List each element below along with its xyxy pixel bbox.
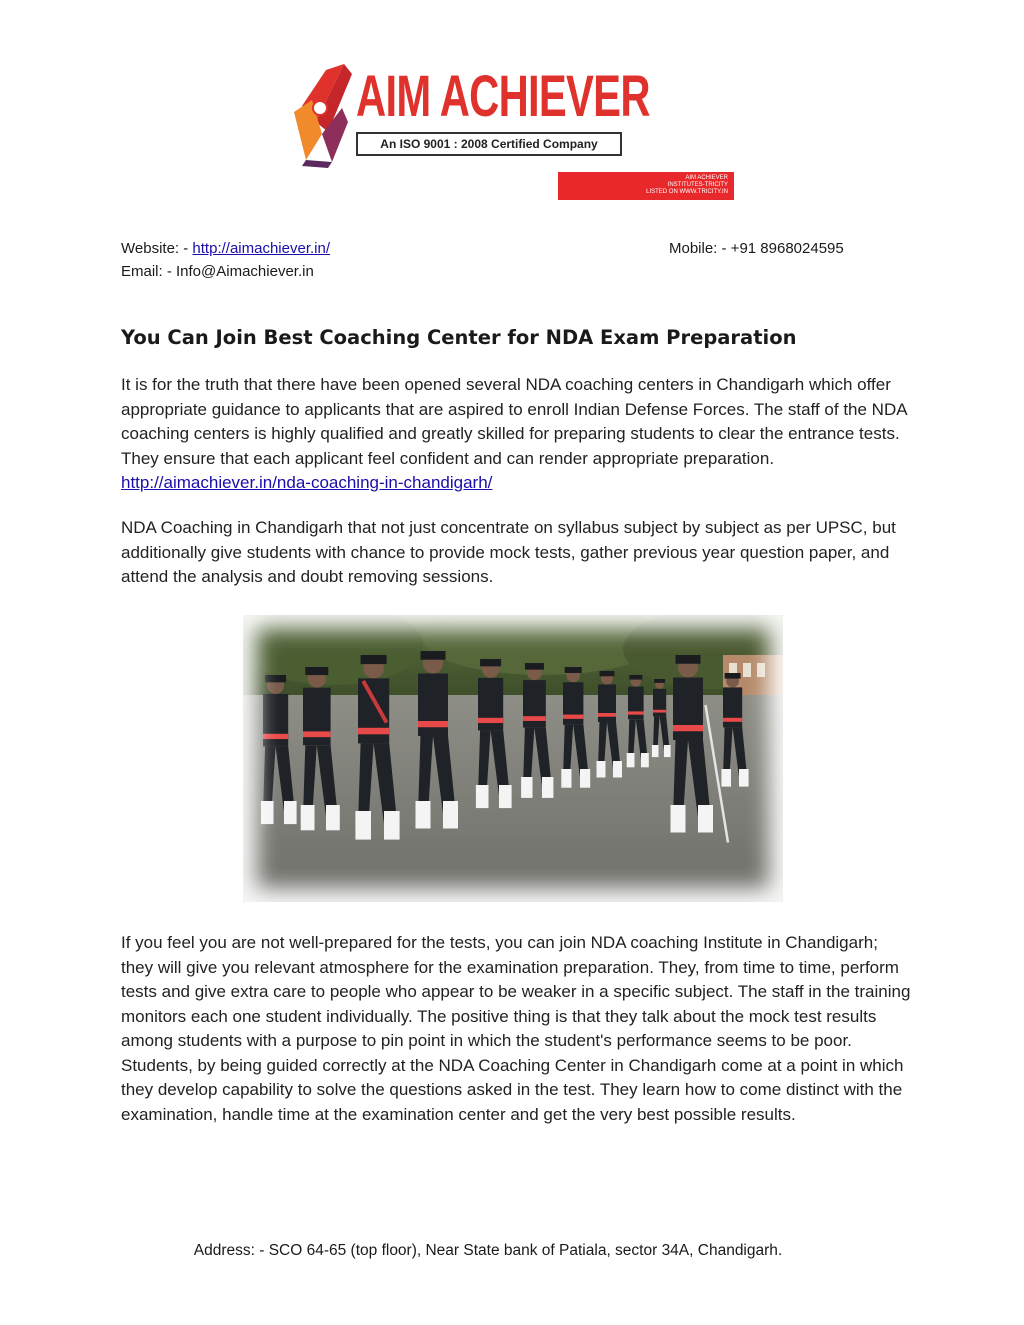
- nda-coaching-link[interactable]: http://aimachiever.in/nda-coaching-in-chandigarh/: [121, 473, 493, 492]
- footer-address: Address: - SCO 64-65 (top floor), Near State bank of Patiala, sector 34A, Chandigarh.: [193, 1242, 783, 1259]
- mobile-number: Mobile: - +91 8968024595: [669, 240, 844, 257]
- company-logo: [290, 60, 740, 210]
- logo-iso-tagline: An ISO 9001 : 2008 Certified Company: [356, 132, 622, 156]
- banner-line: LISTED ON WWW.TRICITY.IN: [646, 189, 728, 195]
- contact-email: Email: - Info@Aimachiever.in: [121, 263, 314, 280]
- cadets-marching-photo: [243, 615, 783, 902]
- cadets-photo-illustration: [243, 615, 783, 902]
- website-label: Website: -: [121, 240, 193, 257]
- coaching-details-paragraph: If you feel you are not well-prepared for the tests, you can join NDA coaching Institute in Chandigarh; they will give you relevant atmosphere for the examination preparation. They, from time to time, perform tests and give extra care to people who appear to be weaker in a specific subject. The staff in the training monitors each one student individually. The positive thing is that they talk about the mock test results among students with a purpose to pin point in which the student's performance seems to be poor. Students, by being guided correctly at the NDA Coaching Center in Chandigarh come at a point in which they develop capability to solve the questions asked in the test. They learn how to come distinct with the examination, handle time at the examination center and get the very best possible results.: [121, 933, 911, 1124]
- logo-brand-text: AIM ACHIEVER: [356, 64, 650, 129]
- tricity-listing-banner: [558, 172, 734, 200]
- contact-row-website: [121, 238, 881, 260]
- intro-paragraph-text: It is for the truth that there have been opened several NDA coaching centers in Chandigarh which offer appropriate guidance to applicants that are aspired to enroll Indian Defense Forces. The staff of the NDA coaching centers is highly qualified and greatly skilled for preparing students to clear the entrance tests. They ensure that each applicant feel confident and can render appropriate preparation.: [121, 375, 907, 468]
- website-link[interactable]: http://aimachiever.in/: [192, 240, 330, 257]
- banner-line: INSTITUTES-TRICITY: [667, 182, 728, 188]
- page-title: You Can Join Best Coaching Center for NDA Exam Preparation: [121, 326, 797, 349]
- banner-line: AIM ACHIEVER: [685, 175, 728, 181]
- intro-paragraph: [121, 373, 911, 496]
- achiever-emblem-icon: [292, 64, 356, 168]
- syllabus-paragraph: NDA Coaching in Chandigarh that not just concentrate on syllabus subject by subject as per UPSC, but additionally give students with chance to provide mock tests, gather previous year question paper, and attend the analysis and doubt removing sessions.: [121, 518, 896, 586]
